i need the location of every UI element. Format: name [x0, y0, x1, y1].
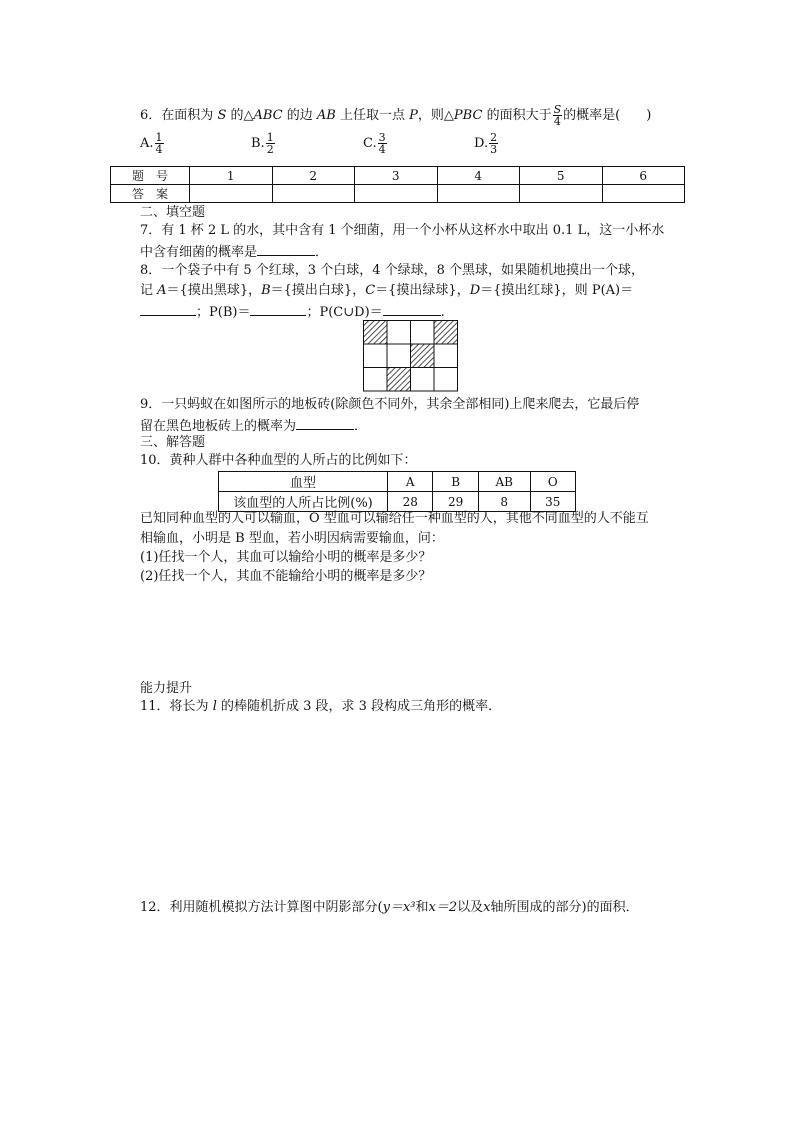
frac-numerator: 1	[155, 131, 163, 144]
q6-text: 的△	[230, 108, 254, 123]
answer-blank[interactable]	[140, 302, 196, 316]
answer-blank[interactable]	[520, 185, 603, 203]
table-cell: 35	[530, 492, 575, 512]
question-9-line2	[140, 416, 367, 436]
q8-text: ＝{摸出红球}，则	[480, 283, 588, 298]
question-12	[140, 899, 639, 917]
answer-blank[interactable]	[296, 416, 354, 430]
frac-denominator: 4	[553, 115, 561, 128]
option-d	[474, 132, 499, 155]
white-tile	[364, 344, 388, 368]
q6-text: 的概率是( )	[563, 108, 652, 123]
table-header: B	[433, 472, 478, 492]
question-number: 6．	[140, 108, 162, 123]
black-tile	[434, 321, 458, 345]
option-letter: D.	[474, 136, 489, 151]
q8-text: 记	[140, 283, 154, 298]
answer-table-cell: 6	[602, 167, 685, 185]
q8-text: ＝{摸出黑球}，	[166, 283, 262, 298]
white-tile	[434, 368, 458, 392]
black-tile	[411, 344, 435, 368]
q12-text: 12．利用随机模拟方法计算图中阴影部分(	[140, 900, 383, 915]
white-tile	[387, 344, 411, 368]
frac-denominator: 4	[378, 143, 386, 156]
option-fraction	[378, 132, 387, 155]
answer-table	[110, 166, 685, 203]
var-x: x	[483, 900, 491, 915]
black-tile	[364, 321, 388, 345]
option-a	[140, 132, 165, 155]
frac-denominator: 2	[266, 143, 274, 156]
question-9-line1: 9．一只蚂蚁在如图所示的地板砖(除颜色不同外，其余全部相同)上爬来爬去，它最后停	[140, 397, 640, 412]
q11-text: 的棒随机折成 3 段，求 3 段构成三角形的概率．	[221, 699, 502, 714]
q8-text: ；	[196, 305, 210, 320]
answer-table-cell: 1	[190, 167, 273, 185]
q7-text: 中含有细菌的概率是	[140, 245, 258, 260]
question-6	[140, 104, 651, 127]
frac-num-text: S	[553, 103, 562, 116]
floor-tile-figure	[363, 320, 459, 392]
q8-pa: P(A)＝	[591, 283, 634, 298]
q7-text: ．	[315, 245, 329, 260]
question-10-text1: 已知同种血型的人可以输血，O 型血可以输给任一种血型的人，其他不同血型的人不能互	[140, 511, 649, 526]
option-c	[363, 132, 388, 155]
option-fraction	[155, 132, 164, 155]
q6-text: 的边	[286, 108, 313, 123]
equation-y-x-cubed: y＝x³	[382, 900, 416, 915]
answer-blank[interactable]	[383, 302, 441, 316]
table-row-label: 该血型的人所占比例(%)	[219, 492, 388, 512]
table-cell: 28	[388, 492, 433, 512]
q8-text: ＝{摸出白球}，	[270, 283, 366, 298]
table-header: A	[388, 472, 433, 492]
question-8-line3	[140, 302, 445, 322]
question-8-line2	[140, 282, 633, 300]
table-header: O	[530, 472, 575, 492]
fraction-s-over-4	[553, 104, 563, 127]
blood-type-table	[218, 471, 576, 512]
var-d: D	[469, 283, 481, 298]
question-10-sub1: (1)任找一个人，其血可以输给小明的概率是多少？	[140, 550, 432, 565]
question-10-text2: 相输血，小明是 B 型血，若小明因病需要输血，问：	[140, 531, 444, 546]
var-pbc: PBC	[453, 108, 483, 123]
answer-table-cell: 5	[520, 167, 603, 185]
q8-text: .	[440, 305, 445, 320]
white-tile	[364, 368, 388, 392]
black-tile	[387, 368, 411, 392]
section-title-solve: 三、解答题	[140, 435, 206, 450]
table-cell: 29	[433, 492, 478, 512]
answer-blank[interactable]	[602, 185, 685, 203]
white-tile	[411, 368, 435, 392]
white-tile	[434, 344, 458, 368]
option-fraction	[266, 132, 275, 155]
frac-denominator: 4	[155, 143, 163, 156]
section-title-ability: 能力提升	[140, 681, 193, 696]
q12-text: 和	[415, 900, 429, 915]
q8-text: ＝{摸出绿球}，	[375, 283, 470, 298]
answer-table-header: 题 号	[111, 167, 190, 185]
table-header: 血型	[219, 472, 388, 492]
question-10-sub2: (2)任找一个人，其血不能输给小明的概率是多少？	[140, 569, 432, 584]
var-c: C	[365, 283, 376, 298]
var-abc: ABC	[253, 108, 283, 123]
var-s: S	[217, 108, 227, 123]
table-header: AB	[478, 472, 530, 492]
var-ab: AB	[316, 108, 336, 123]
answer-table-cell: 4	[437, 167, 520, 185]
q12-text: 轴所围成的部分)的面积．	[490, 900, 639, 915]
option-letter: C.	[363, 136, 377, 151]
question-7-line1: 7．有 1 杯 2 L 的水，其中含有 1 个细菌，用一个小杯从这杯水中取出 0.1 L，这一小杯水	[140, 223, 665, 238]
var-a: A	[157, 283, 167, 298]
question-11	[140, 698, 501, 716]
q9-text: ．	[354, 419, 368, 434]
q6-text: 上任取一点	[340, 108, 406, 123]
q8-pb: P(B)＝	[209, 305, 251, 320]
q6-text: 的面积大于	[486, 108, 552, 123]
question-10-intro: 10．黄种人群中各种血型的人所占的比例如下：	[140, 453, 417, 468]
frac-numerator: 1	[266, 131, 274, 144]
q9-text: 留在黑色地板砖上的概率为	[140, 419, 297, 434]
var-l: l	[212, 699, 217, 714]
question-8-line1: 8．一个袋子中有 5 个红球，3 个白球，4 个绿球，8 个黑球，如果随机地摸出一个球，	[140, 263, 645, 278]
answer-blank[interactable]	[355, 185, 438, 203]
frac-numerator: 3	[378, 131, 386, 144]
q6-text: ，则△	[417, 108, 454, 123]
var-p: P	[409, 108, 418, 123]
section-title-fill: 二、填空题	[140, 205, 206, 220]
frac-denominator: 3	[490, 143, 498, 156]
answer-blank[interactable]	[437, 185, 520, 203]
white-tile	[411, 321, 435, 345]
option-b	[251, 132, 276, 155]
answer-table-cell: 3	[355, 167, 438, 185]
answer-table-header: 答 案	[111, 185, 190, 203]
question-7-line2	[140, 242, 328, 262]
q11-text: 11．将长为	[140, 699, 209, 714]
option-fraction	[489, 132, 498, 155]
answer-blank[interactable]	[272, 185, 355, 203]
equation-x-eq-2: x＝2	[428, 900, 458, 915]
q8-text: ；	[306, 305, 320, 320]
white-tile	[387, 321, 411, 345]
answer-blank[interactable]	[190, 185, 273, 203]
q12-text: 以及	[457, 900, 484, 915]
q6-text: 在面积为	[161, 108, 214, 123]
answer-blank[interactable]	[250, 302, 306, 316]
answer-blank[interactable]	[257, 242, 315, 256]
var-b: B	[261, 283, 271, 298]
table-cell: 8	[478, 492, 530, 512]
option-letter: B.	[251, 136, 265, 151]
option-letter: A.	[140, 136, 154, 151]
q8-pcd: P(C∪D)＝	[319, 305, 383, 320]
frac-numerator: 2	[490, 131, 498, 144]
answer-table-cell: 2	[272, 167, 355, 185]
